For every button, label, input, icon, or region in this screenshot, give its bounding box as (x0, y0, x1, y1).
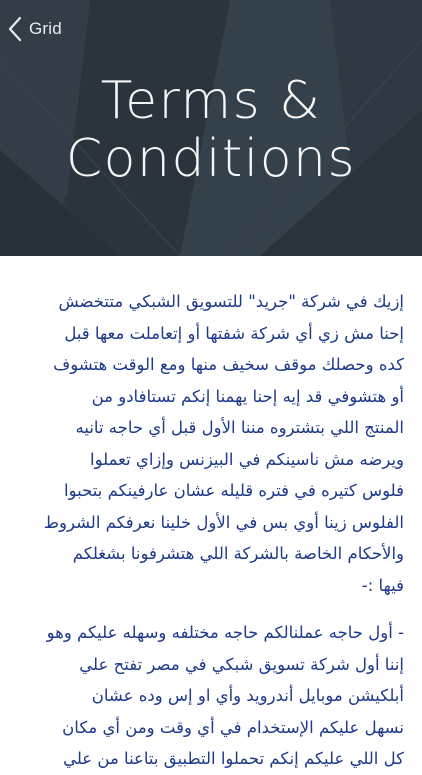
text-line: نسهل عليكم الإستخدام في أي وقت ومن أي مكان (62, 717, 404, 737)
back-button-label: Grid (29, 19, 62, 38)
text-line: المنتج اللي بتشتروه مننا الأول قبل أي حاجه تانيه (75, 418, 404, 437)
text-line: إحنا مش زي أي شركة شفتها أو إتعاملت معها قبل (64, 323, 404, 343)
text-line: والأحكام الخاصة بالشركة اللي هتشرفونا بشغلكم (72, 544, 404, 563)
text-line: إزيك في شركة "جريد" للتسويق الشبكي متتخضش (58, 292, 404, 311)
text-line: إننا أول شركة تسويق شبكي في مصر تفتح علي (79, 654, 404, 674)
terms-paragraph-1 (0, 286, 422, 601)
terms-paragraph-2 (0, 617, 422, 775)
chevron-left-icon (8, 16, 22, 42)
text-line: ويرضه مش ناسينكم في البيزنس وإزاي تعملوا (90, 449, 404, 469)
text-line: فيها :- (361, 575, 404, 595)
text-line: الفلوس زينا أوي بس في الأول خلينا نعرفكم الشروط (43, 512, 404, 532)
terms-content[interactable] (0, 256, 422, 768)
text-line: أبلكيشن موبايل أندرويد وأي او إس وده عشان (91, 686, 404, 705)
header-banner (0, 0, 422, 256)
text-line: أو هتشوفي قد إيه إحنا يهمنا إنكم تستافادو من (91, 386, 404, 406)
text-line: - أول حاجه عملنالكم حاجه مختلفه وسهله عليكم وهو (46, 623, 404, 642)
text-line: فلوس كتيره في فتره قليله عشان عارفينكم بتحبوا (64, 481, 404, 500)
page-title-line1: Terms & (100, 71, 322, 131)
page-title-line2: Conditions (65, 129, 357, 189)
page-title (0, 72, 422, 188)
back-button[interactable] (8, 14, 62, 44)
text-line: كل اللي عليكم إنكم تحملوا التطبيق بتاعنا من علي (63, 749, 404, 768)
text-line: كده وحصلك موقف سخيف منها ومع الوقت هتشوف (53, 355, 404, 374)
